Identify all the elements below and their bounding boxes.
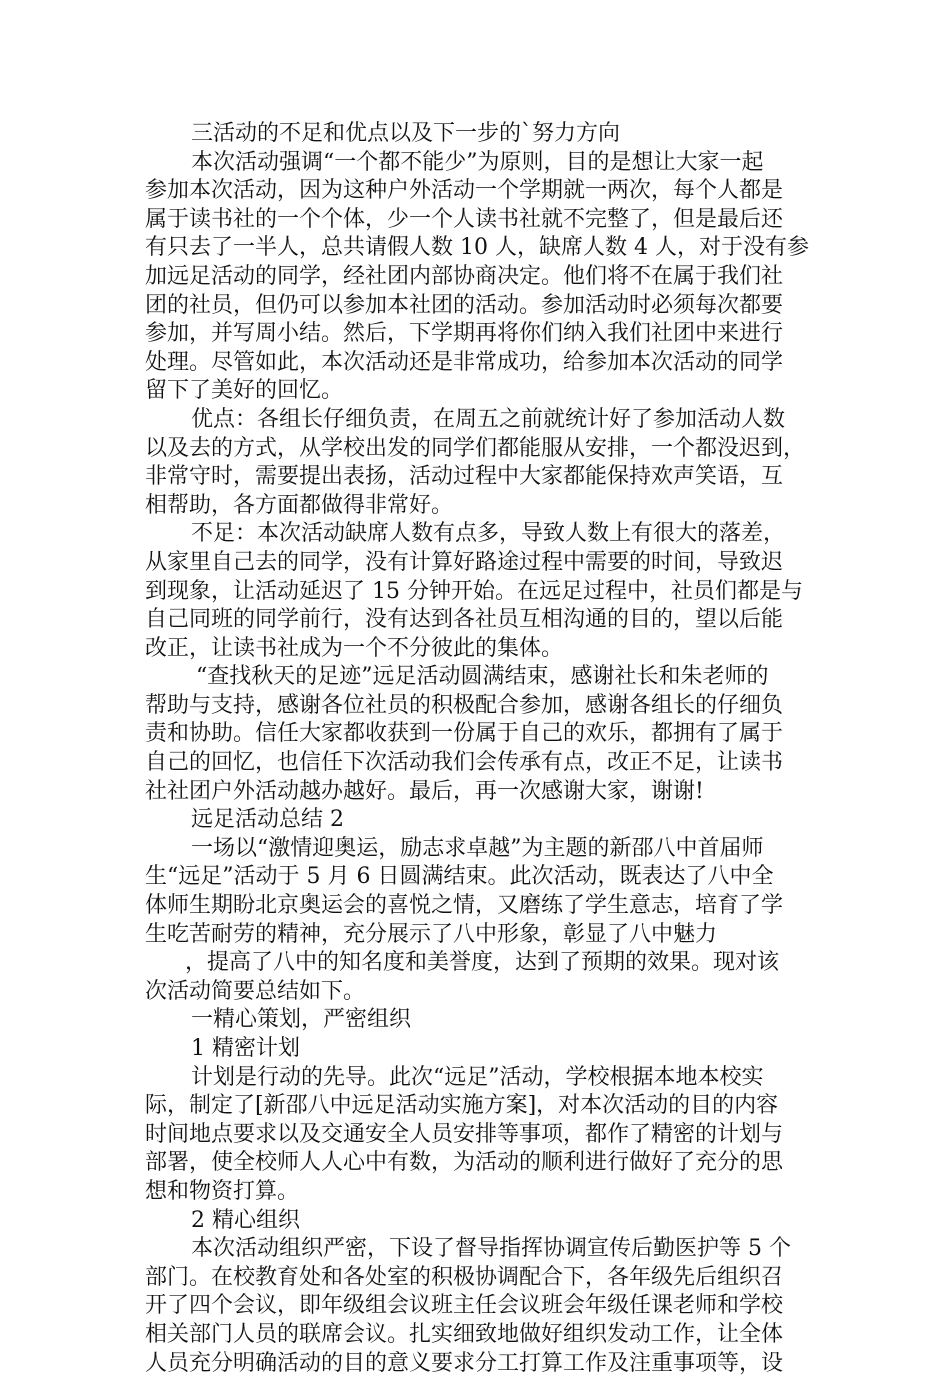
text-line: 属于读书社的一个个体，少一个人读书社就不完整了，但是最后还	[145, 206, 784, 232]
text-line: 生吃苦耐劳的精神，充分展示了八中形象，彰显了八中魅力	[145, 921, 718, 947]
text-line: 以及去的方式，从学校出发的同学们都能服从安排，一个都没迟到，	[145, 435, 806, 461]
text-line: 参加，并写周小结。然后，下学期再将你们纳入我们社团中来进行	[145, 321, 784, 347]
text-line: 一场以“激情迎奥运，励志求卓越”为主题的新邵八中首届师	[191, 835, 764, 861]
text-line: “查找秋天的足迹”远足活动圆满结束，感谢社长和朱老师的	[196, 664, 769, 690]
text-line: 生“远足”活动于 5 月 6 日圆满结束。此次活动，既表达了八中全	[145, 864, 774, 890]
text-line: 三活动的不足和优点以及下一步的`努力方向	[191, 121, 621, 146]
text-line: 相帮助，各方面都做得非常好。	[145, 492, 454, 518]
text-line: 开了四个会议，即年级组会议班主任会议班会年级任课老师和学校	[145, 1293, 784, 1319]
text-line: 参加本次活动，因为这种户外活动一个学期就一两次，每个人都是	[145, 178, 784, 204]
text-line: 责和协助。信任大家都收获到一份属于自己的欢乐，都拥有了属于	[145, 721, 784, 747]
text-line: 部门。在校教育处和各处室的积极协调配合下，各年级先后组织召	[145, 1264, 784, 1290]
text-line: ，提高了八中的知名度和美誉度，达到了预期的效果。现对该	[185, 950, 780, 976]
text-line: 帮助与支持，感谢各位社员的积极配合参加，感谢各组长的仔细负	[145, 692, 784, 718]
text-line: 处理。尽管如此，本次活动还是非常成功，给参加本次活动的同学	[145, 349, 784, 375]
text-line: 到现象，让活动延迟了 15 分钟开始。在远足过程中，社员们都是与	[145, 578, 803, 604]
text-line: 团的社员，但仍可以参加本社团的活动。参加活动时必须每次都要	[145, 292, 784, 318]
text-line: 部署，使全校师人人心中有数，为活动的顺利进行做好了充分的思	[145, 1150, 784, 1176]
text-line: 次活动简要总结如下。	[145, 978, 366, 1004]
text-line: 自己的回忆，也信任下次活动我们会传承有点，改正不足，让读书	[145, 750, 784, 776]
text-line: 相关部门人员的联席会议。扎实细致地做好组织发动工作，让全体	[145, 1321, 784, 1347]
text-line: 人员充分明确活动的目的意义要求分工打算工作及注重事项等，设	[145, 1350, 784, 1376]
text-line: 不足：本次活动缺席人数有点多，导致人数上有很大的落差，	[191, 521, 786, 547]
text-line: 想和物资打算。	[145, 1178, 300, 1204]
text-line: 有只去了一半人，总共请假人数 10 人，缺席人数 4 人，对于没有参	[145, 235, 809, 261]
text-line: 改正，让读书社成为一个不分彼此的集体。	[145, 635, 564, 661]
text-line: 1 精密计划	[191, 1036, 300, 1061]
text-line: 计划是行动的先导。此次“远足”活动，学校根据本地本校实	[191, 1064, 764, 1090]
document-body	[145, 120, 810, 1378]
text-line: 加远足活动的同学，经社团内部协商决定。他们将不在属于我们社	[145, 263, 784, 289]
text-line: 一精心策划，严密组织	[191, 1007, 412, 1033]
text-line: 际，制定了[新邵八中远足活动实施方案]，对本次活动的目的内容	[145, 1093, 779, 1119]
text-line: 社社团户外活动越办越好。最后，再一次感谢大家，谢谢!	[145, 778, 704, 804]
text-line: 本次活动强调“一个都不能少”为原则，目的是想让大家一起	[191, 149, 764, 175]
text-line: 留下了美好的回忆。	[145, 378, 344, 404]
text-line: 从家里自己去的同学，没有计算好路途过程中需要的时间，导致迟	[145, 549, 784, 575]
text-line: 远足活动总结 2	[191, 807, 344, 833]
text-line: 时间地点要求以及交通安全人员安排等事项，都作了精密的计划与	[145, 1121, 784, 1147]
text-line: 体师生期盼北京奥运会的喜悦之情，又磨练了学生意志，培育了学	[145, 893, 784, 919]
text-line: 非常守时，需要提出表扬，活动过程中大家都能保持欢声笑语，互	[145, 464, 784, 490]
text-line: 2 精心组织	[191, 1207, 300, 1233]
text-line: 优点：各组长仔细负责，在周五之前就统计好了参加活动人数	[191, 406, 786, 432]
text-line: 自己同班的同学前行，没有达到各社员互相沟通的目的，望以后能	[145, 607, 784, 633]
text-line: 本次活动组织严密，下设了督导指挥协调宣传后勤医护等 5 个	[191, 1236, 791, 1262]
